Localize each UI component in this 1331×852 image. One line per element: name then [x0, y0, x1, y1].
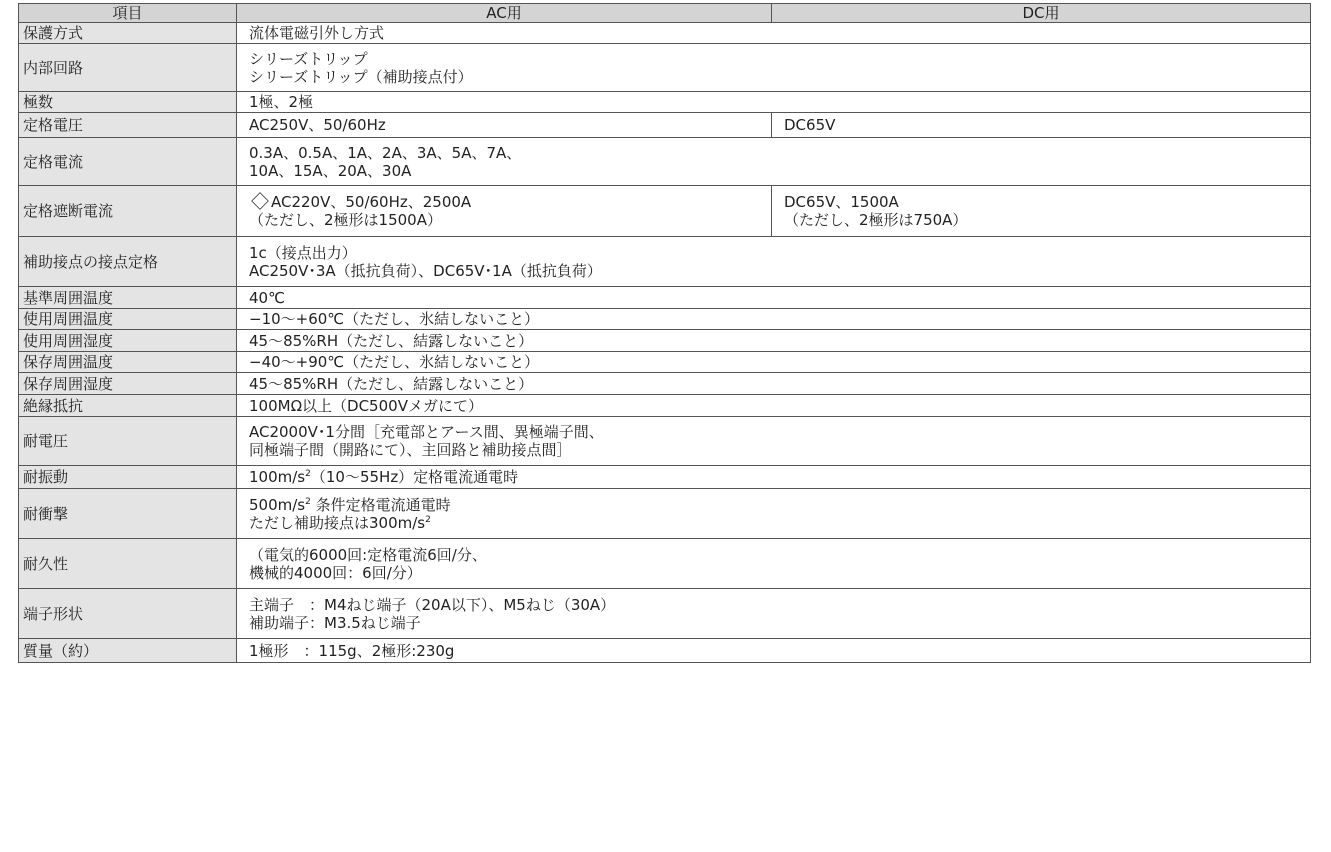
header-item: 項目: [19, 4, 237, 23]
table-row: [19, 309, 1311, 330]
value-text: ただし補助接点は300m/s: [249, 513, 426, 532]
row-value-dc: DC65V: [772, 113, 1311, 138]
row-value: [237, 237, 1311, 287]
value-line: 補助端子：M3.5ねじ端子: [249, 613, 421, 632]
spec-table: [18, 3, 1311, 663]
table-row: [19, 352, 1311, 373]
row-label: 極数: [19, 92, 237, 113]
value-line: 0.3A、0.5A、1A、2A、3A、5A、7A、: [249, 143, 522, 162]
table-row: [19, 44, 1311, 92]
row-value: 1極形 ：115g、2極形:230g: [237, 639, 1311, 663]
row-value: −10〜+60℃（ただし、氷結しないこと）: [237, 309, 1311, 330]
pse-mark-icon: [251, 192, 269, 210]
table-row: [19, 330, 1311, 352]
row-label: 絶縁抵抗: [19, 395, 237, 417]
value-line: （ただし、2極形は750A）: [784, 211, 968, 229]
row-value: 1極、2極: [237, 92, 1311, 113]
superscript: 2: [305, 496, 311, 507]
table-row: [19, 138, 1311, 186]
row-label: 定格遮断電流: [19, 186, 237, 237]
value-line: 1c（接点出力）: [249, 243, 357, 262]
value-line: （ただし、2極形は1500A）: [249, 211, 442, 229]
value-line: 機械的4000回：6回/分）: [249, 563, 422, 582]
row-value: 流体電磁引外し方式: [237, 23, 1311, 44]
value-line: シリーズトリップ（補助接点付）: [249, 67, 473, 86]
table-row: [19, 417, 1311, 466]
row-value: −40〜+90℃（ただし、氷結しないこと）: [237, 352, 1311, 373]
row-label: 耐衝撃: [19, 489, 237, 539]
row-label: 端子形状: [19, 589, 237, 639]
row-label: 使用周囲温度: [19, 309, 237, 330]
row-value-ac: AC250V、50/60Hz: [237, 113, 772, 138]
header-ac: AC用: [237, 4, 772, 23]
value-text: AC220V、50/60Hz、2500A: [271, 193, 472, 211]
header-dc: DC用: [772, 4, 1311, 23]
row-value: [237, 539, 1311, 589]
row-value: 40℃: [237, 287, 1311, 309]
row-value: [237, 489, 1311, 539]
value-line: 同極端子間（開路にて）、主回路と補助接点間］: [249, 441, 572, 459]
value-line: AC250V･3A（抵抗負荷）、DC65V･1A（抵抗負荷）: [249, 261, 602, 280]
row-label: 耐振動: [19, 466, 237, 489]
table-row: [19, 373, 1311, 395]
value-line: 主端子 ：M4ねじ端子（20A以下）、M5ねじ（30A）: [249, 595, 616, 614]
row-label: 定格電圧: [19, 113, 237, 138]
value-text: （10〜55Hz）定格電流通電時: [310, 468, 519, 486]
row-value: 100MΩ以上（DC500Vメガにて）: [237, 395, 1311, 417]
table-row: [19, 639, 1311, 663]
row-label: 耐久性: [19, 539, 237, 589]
row-label: 補助接点の接点定格: [19, 237, 237, 287]
row-label: 基準周囲温度: [19, 287, 237, 309]
row-label: 質量（約）: [19, 639, 237, 663]
value-text: 条件定格電流通電時: [310, 495, 451, 514]
table-row: [19, 23, 1311, 44]
row-value: [237, 44, 1311, 92]
row-value-ac: [237, 186, 772, 237]
value-line: （電気的6000回:定格電流6回/分、: [249, 545, 487, 564]
row-label: 耐電圧: [19, 417, 237, 466]
table-row: [19, 539, 1311, 589]
row-value: [237, 466, 1311, 489]
row-value-dc: [772, 186, 1311, 237]
value-line: AC2000V･1分間［充電部とアース間、異極端子間、: [249, 423, 604, 441]
table-row: [19, 466, 1311, 489]
superscript: 2: [305, 469, 311, 479]
value-line: 10A、15A、20A、30A: [249, 161, 412, 180]
value-text: 500m/s: [249, 495, 306, 514]
table-row: [19, 395, 1311, 417]
table-row: [19, 92, 1311, 113]
value-line: シリーズトリップ: [249, 49, 368, 68]
row-value: [237, 589, 1311, 639]
value-text: 100m/s: [249, 468, 306, 486]
table-row: [19, 287, 1311, 309]
superscript: 2: [425, 514, 431, 525]
table-row: [19, 237, 1311, 287]
row-label: 保護方式: [19, 23, 237, 44]
row-label: 内部回路: [19, 44, 237, 92]
row-label: 使用周囲湿度: [19, 330, 237, 352]
value-line: [249, 193, 763, 211]
table-row: [19, 186, 1311, 237]
value-line: DC65V、1500A: [784, 193, 899, 211]
row-label: 定格電流: [19, 138, 237, 186]
row-label: 保存周囲湿度: [19, 373, 237, 395]
header-row: [19, 4, 1311, 23]
table-row: [19, 489, 1311, 539]
value-line: [249, 496, 1302, 514]
row-value: [237, 138, 1311, 186]
row-value: 45〜85%RH（ただし、結露しないこと）: [237, 330, 1311, 352]
table-row: [19, 113, 1311, 138]
value-line: [249, 514, 1302, 532]
row-label: 保存周囲温度: [19, 352, 237, 373]
row-value: [237, 417, 1311, 466]
table-row: [19, 589, 1311, 639]
row-value: 45〜85%RH（ただし、結露しないこと）: [237, 373, 1311, 395]
